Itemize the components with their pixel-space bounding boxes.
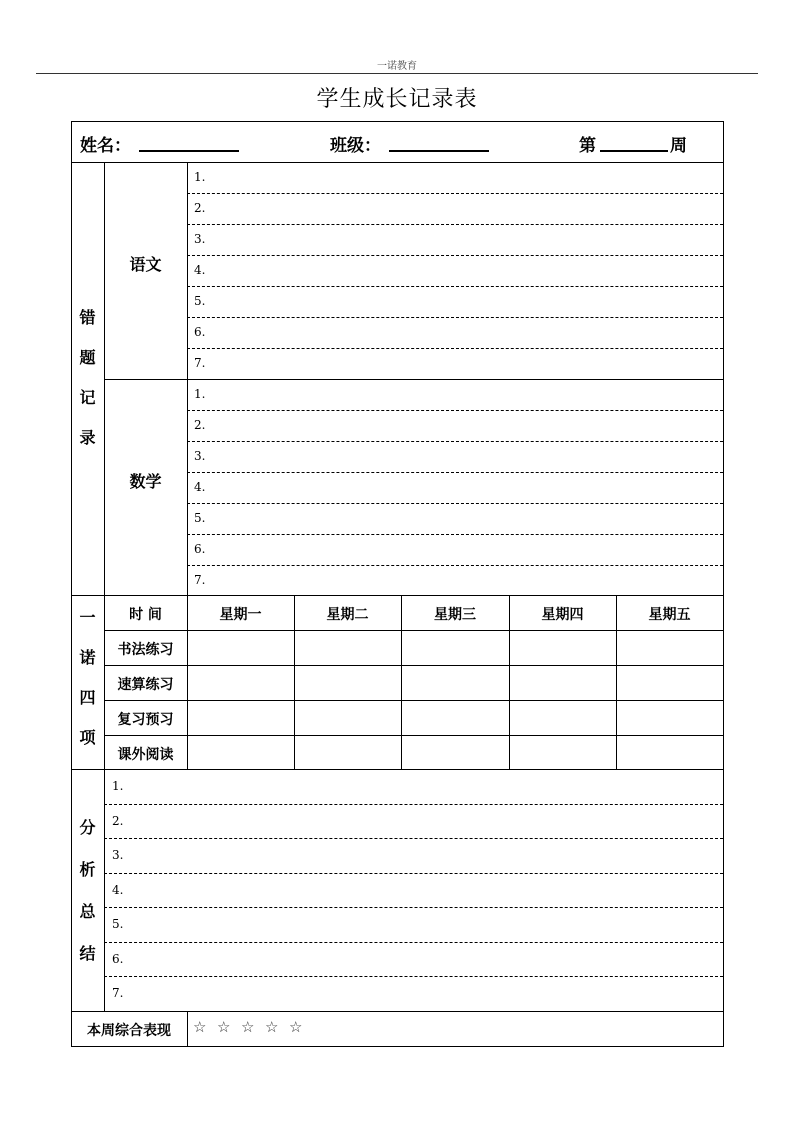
row-divider (104, 379, 723, 380)
dashed-line (104, 907, 723, 908)
section-label-char: 题 (79, 348, 96, 367)
task-check-cell[interactable] (188, 701, 293, 734)
dashed-line (187, 224, 723, 225)
star-rating-icon[interactable]: ☆ (289, 1018, 303, 1036)
mistake-line-number: 1. (194, 387, 206, 401)
task-check-cell[interactable] (188, 631, 293, 664)
mistake-entry-field[interactable] (200, 257, 718, 284)
summary-entry-field[interactable] (125, 909, 718, 940)
mistake-entry-field[interactable] (200, 350, 718, 377)
mistake-entry-field[interactable] (200, 195, 718, 222)
week-prefix: 第 (579, 136, 596, 156)
task-check-cell[interactable] (295, 666, 400, 699)
summary-line-number: 6. (112, 951, 124, 966)
dashed-line (187, 193, 723, 194)
mistake-entry-field[interactable] (200, 412, 718, 439)
section-label-char: 总 (79, 902, 96, 921)
dashed-line (104, 804, 723, 805)
mistake-line-number: 1. (194, 170, 206, 184)
task-check-cell[interactable] (295, 701, 400, 734)
subject-label: 数学 (129, 472, 162, 491)
mistake-entry-field[interactable] (200, 226, 718, 253)
row-divider (71, 769, 723, 770)
mistake-entry-field[interactable] (200, 319, 718, 346)
name-label: 姓名： (80, 136, 131, 156)
mistake-line-number: 6. (194, 542, 206, 556)
task-check-cell[interactable] (188, 736, 293, 768)
star-rating-icon[interactable]: ☆ (193, 1018, 207, 1036)
mistake-line-number: 6. (194, 325, 206, 339)
summary-line-number: 1. (112, 779, 124, 793)
summary-entry-field[interactable] (125, 806, 718, 837)
mistake-line-number: 4. (194, 480, 206, 494)
summary-line-number: 7. (112, 986, 124, 1001)
name-field[interactable] (139, 150, 239, 152)
class-field[interactable] (389, 150, 489, 152)
mistake-line-number: 7. (194, 356, 206, 370)
summary-line-number: 4. (112, 882, 124, 897)
mistake-line-number: 7. (194, 573, 206, 587)
mistake-entry-field[interactable] (200, 288, 718, 315)
column-divider (104, 769, 105, 1011)
dashed-line (187, 286, 723, 287)
section-label-char: 记 (79, 388, 96, 407)
mistake-entry-field[interactable] (200, 505, 718, 532)
time-header: 时 间 (129, 607, 162, 623)
mistake-line-number: 3. (194, 232, 206, 246)
task-check-cell[interactable] (510, 666, 615, 699)
dashed-line (104, 976, 723, 977)
week-suffix: 周 (670, 136, 687, 156)
mistake-entry-field[interactable] (200, 567, 718, 594)
summary-line-number: 2. (112, 813, 124, 828)
day-header: 星期五 (648, 607, 691, 623)
summary-entry-field[interactable] (125, 771, 718, 802)
star-rating-icon[interactable]: ☆ (265, 1018, 279, 1036)
row-divider (71, 1011, 723, 1012)
task-check-cell[interactable] (402, 736, 508, 768)
mistake-line-number: 5. (194, 511, 206, 525)
section-label-char: 错 (79, 308, 96, 327)
task-label: 复习预习 (117, 712, 174, 728)
dashed-line (104, 838, 723, 839)
mistake-line-number: 2. (194, 418, 206, 432)
task-label: 课外阅读 (117, 747, 174, 763)
section-label-char: 项 (79, 728, 96, 747)
task-check-cell[interactable] (510, 736, 615, 768)
section-label-char: 一 (79, 608, 96, 627)
summary-entry-field[interactable] (125, 978, 718, 1009)
day-header: 星期四 (541, 607, 584, 623)
dashed-line (187, 472, 723, 473)
column-divider (187, 1011, 188, 1046)
mistake-entry-field[interactable] (200, 474, 718, 501)
star-rating-icon[interactable]: ☆ (241, 1018, 255, 1036)
summary-line-number: 5. (112, 917, 124, 932)
task-check-cell[interactable] (402, 631, 508, 664)
section-label-char: 诺 (79, 648, 96, 667)
day-header: 星期二 (326, 607, 369, 623)
task-check-cell[interactable] (617, 666, 722, 699)
week-field[interactable] (600, 150, 668, 152)
mistake-line-number: 5. (194, 294, 206, 308)
subject-label: 语文 (129, 255, 162, 274)
class-label: 班级： (330, 136, 381, 156)
section-label-char: 析 (79, 860, 96, 879)
row-divider (71, 162, 723, 163)
task-label: 书法练习 (117, 642, 174, 658)
task-check-cell[interactable] (510, 631, 615, 664)
dashed-line (104, 873, 723, 874)
summary-line-number: 3. (112, 848, 124, 863)
dashed-line (187, 565, 723, 566)
section-label-char: 四 (79, 688, 96, 707)
dashed-line (187, 503, 723, 504)
task-check-cell[interactable] (617, 701, 722, 734)
header-divider (36, 73, 758, 74)
task-label: 速算练习 (117, 677, 174, 693)
performance-label: 本周综合表现 (87, 1023, 171, 1039)
dashed-line (187, 255, 723, 256)
section-label-char: 分 (79, 818, 96, 837)
task-check-cell[interactable] (402, 666, 508, 699)
dashed-line (187, 534, 723, 535)
mistake-line-number: 2. (194, 201, 206, 215)
dashed-line (187, 410, 723, 411)
mistake-line-number: 3. (194, 449, 206, 463)
mistake-entry-field[interactable] (200, 443, 718, 470)
dashed-line (187, 441, 723, 442)
header-org: 一诺教育 (377, 61, 417, 72)
page-title: 学生成长记录表 (316, 87, 478, 112)
summary-entry-field[interactable] (125, 944, 718, 975)
day-header: 星期一 (219, 607, 262, 623)
summary-entry-field[interactable] (125, 840, 718, 871)
task-check-cell[interactable] (295, 736, 400, 768)
dashed-line (187, 348, 723, 349)
task-check-cell[interactable] (510, 701, 615, 734)
mistake-entry-field[interactable] (200, 536, 718, 563)
row-divider (71, 595, 723, 596)
task-check-cell[interactable] (295, 631, 400, 664)
task-check-cell[interactable] (402, 701, 508, 734)
section-label-char: 结 (79, 944, 96, 963)
task-check-cell[interactable] (188, 666, 293, 699)
mistake-entry-field[interactable] (200, 381, 718, 408)
summary-entry-field[interactable] (125, 875, 718, 906)
section-label-char: 录 (79, 428, 96, 447)
day-header: 星期三 (434, 607, 476, 623)
star-rating-icon[interactable]: ☆ (217, 1018, 231, 1036)
dashed-line (104, 942, 723, 943)
task-check-cell[interactable] (617, 631, 722, 664)
task-check-cell[interactable] (617, 736, 722, 768)
dashed-line (187, 317, 723, 318)
mistake-entry-field[interactable] (200, 164, 718, 191)
mistake-line-number: 4. (194, 263, 206, 277)
